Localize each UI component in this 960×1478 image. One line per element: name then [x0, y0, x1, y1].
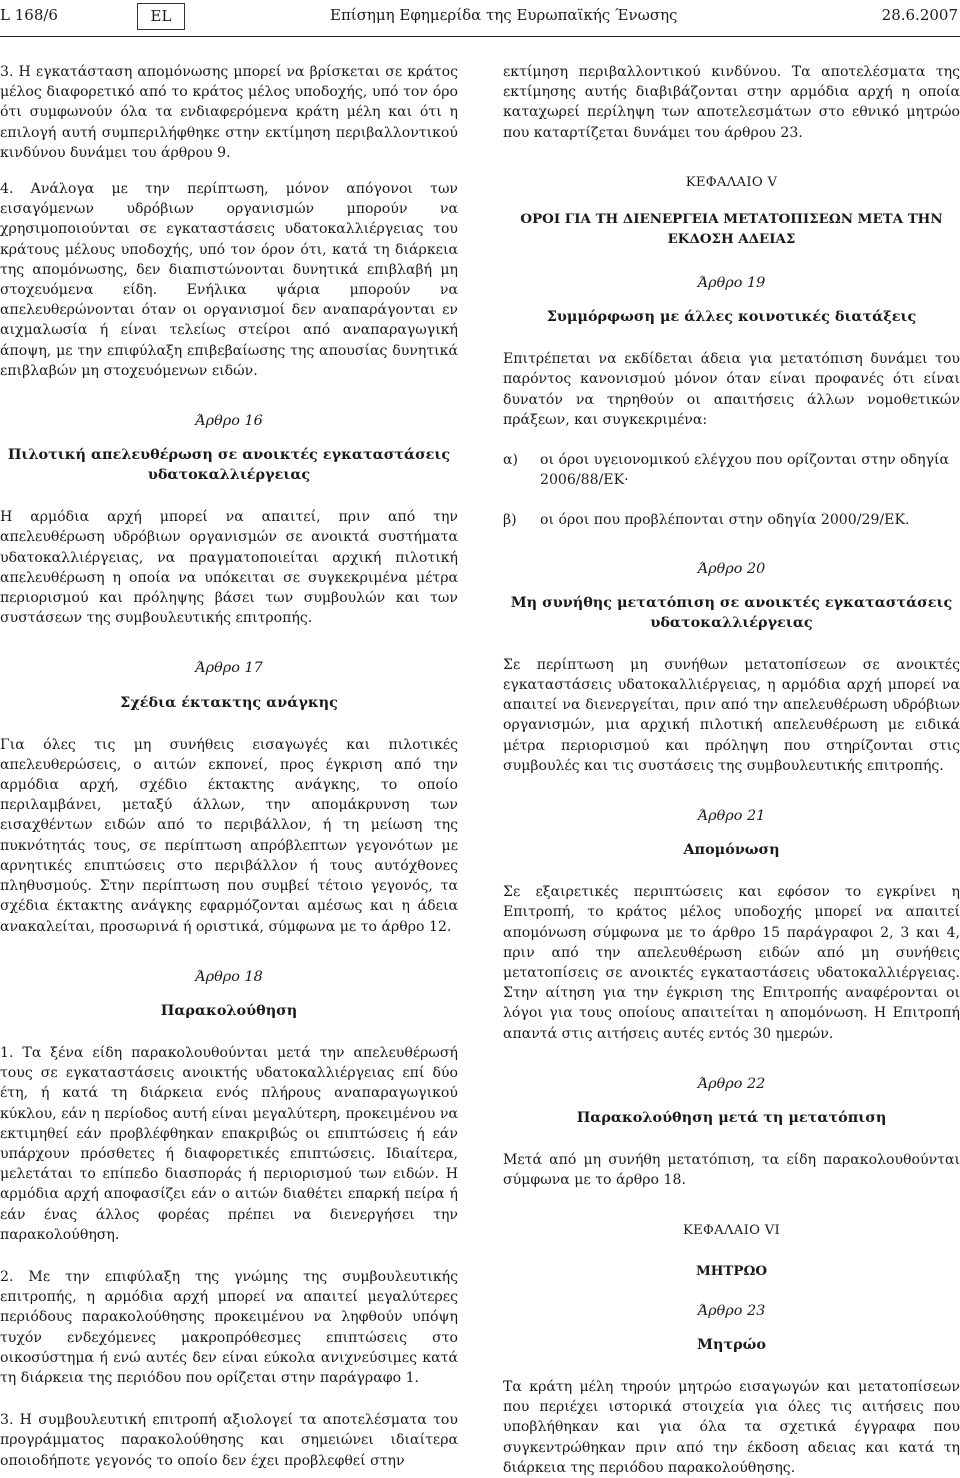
article-23-text: Τα κράτη μέλη τηρούν μητρώο εισαγωγών και μετατοπίσεων που περιέχει ιστορικά στοιχεία για όλες τις αιτήσεις που υποβλήθηκαν και για όλα τα σχετικά έγγραφα που συγκεντρώθηκαν πριν από την έκδοση αδειας και κατά τη διάρκεια της περιόδου παρακολούθησης. — [503, 1378, 960, 1476]
article-21-title: Απομόνωση — [683, 841, 780, 859]
article-18-paragraph-1: 1. Τα ξένα είδη παρακολουθούνται μετά την απελευθέρωσή τους σε εγκαταστάσεις ανοικτής υδατοκαλλιέργειας επί δύο έτη, ή κατά τη διάρκεια ενός πλήρους αναπαραγωγικού κύκλου, εάν η περίοδος αυτή είναι μεγαλύτερη, προκειμένου να εκτιμηθεί εάν προβλέφθηκαν επακριβώς οι επιπτώσεις ή εάν υπάρχουν πρόσθετες ή διαφορετικές επιπτώσεις. Ιδιαίτερα, μελετάται το επίπεδο διασποράς ή περιορισμού των ειδών. Η αρμόδια αρχή αποφασίζει εάν ο αιτών διαθέτει επαρκή πείρα ή εάν ένας άλλος φορέας πρέπει να διενεργήσει την παρακολούθηση. — [0, 1044, 458, 1243]
article-19-text: Επιτρέπεται να εκδίδεται άδεια για μετατόπιση δυνάμει του παρόντος κανονισμού μόνον όταν είναι προφανές ότι είναι δυνατόν να τηρηθούν οι απαιτήσεις άλλων νομοθετικών πράξεων, και συγκεκριμένα: — [503, 351, 960, 428]
journal-title: Επίσημη Εφημερίδα της Ευρωπαϊκής Ένωσης — [330, 6, 678, 24]
item-text: οι όροι που προβλέπονται στην οδηγία 2000/29/ΕΚ. — [540, 512, 910, 529]
article-22-number: Άρθρο 22 — [697, 1075, 766, 1092]
article-18-number: Άρθρο 18 — [195, 968, 263, 985]
article-22-text: Μετά από μη συνήθη μετατόπιση, τα είδη παρακολουθούνται σύμφωνα με το άρθρο 18. — [503, 1152, 960, 1189]
article-20-title: Μη συνήθης μετατόπιση σε ανοικτές εγκαταστάσεις υδατοκαλλιέργειας — [510, 593, 953, 631]
paragraph-15-3: 3. Η εγκατάσταση απομόνωσης μπορεί να βρίσκεται σε κράτος μέλος διαφορετικό από το κράτος μέλος υποδοχής, υπό τον όρο ότι συμφωνούν όλα τα ενδιαφερόμενα κράτη μέλη και ότι η επιλογή αυτή συμπεριλήφθηκε στην εκτίμηση περιβαλλοντικού κινδύνου δυνάμει του άρθρου 9. — [0, 64, 458, 161]
article-17-number: Άρθρο 17 — [195, 660, 263, 677]
language-badge: EL — [137, 3, 185, 30]
article-18-paragraph-2: 2. Με την επιφύλαξη της γνώμης της συμβουλευτικής επιτροπής, η αρμόδια αρχή μπορεί να απαιτεί μεγαλύτερες περιόδους παρακολούθησης προκειμένου να ληφθούν υπόψη τυχόν ενδεχόμενες μακροπρόθεσμες επιπτώσεις στο οικοσύστημα ή ενώ αυτές δεν είναι εύκολα ανιχνεύσιμες κατά τη διάρκεια της περιόδου που ορίζεται στην παράγραφο 1. — [0, 1268, 458, 1386]
paragraph-15-4: 4. Ανάλογα με την περίπτωση, μόνον απόγονοι των εισαγόμενων υδρόβιων οργανισμών μπορούν να χρησιμοποιούνται σε εγκαταστάσεις υδατοκαλλιέργειας του κράτους μέλους υποδοχής, υπό τον όρον ότι, κατά τη διάρκεια της απομόνωσης, δεν διαπιστώνονται δυνητικά επιβλαβή μη στοχευόμενα είδη. Ενήλικα ψάρια μπορούν να απελευθερώνονται όταν οι οργανισμοί δεν αναπαράγονται εν αιχμαλωσία ή είναι τελείως στείροι από αναπαραγωγική άποψη, με την επιφύλαξη επιβεβαίωσης της απουσίας δυνητικά επιβλαβών μη στοχευόμενων ειδών. — [0, 181, 458, 379]
article-19-item-b — [503, 510, 960, 530]
chapter-6-title: ΜΗΤΡΩΟ — [695, 1262, 768, 1279]
article-21-number: Άρθρο 21 — [697, 808, 766, 825]
article-23-title: Μητρώο — [697, 1335, 766, 1353]
article-19-item-a — [503, 450, 960, 490]
chapter-5-title: ΟΡΟΙ ΓΙΑ ΤΗ ΔΙΕΝΕΡΓΕΙΑ ΜΕΤΑΤΟΠΙΣΕΩΝ ΜΕΤΑ ΤΗΝ ΕΚΔΟΣΗ ΑΔΕΙΑΣ — [520, 211, 943, 248]
article-16-text: Η αρμόδια αρχή μπορεί να απαιτεί, πριν από την απελευθέρωση υδρόβιων οργανισμών σε ανοικτά συστήματα υδατοκαλλιέργειας, να πραγματοποιείται αρχική πιλοτική απελευθέρωση η οποία να υπόκειται σε συγκεκριμένα μέτρα περιορισμού και πρόληψης βάσει των συμβουλών και των συστάσεων της συμβουλευτικής επιτροπής. — [0, 509, 458, 627]
article-17-text: Για όλες τις μη συνήθεις εισαγωγές και πιλοτικές απελευθερώσεις, ο αιτών εκπονεί, προς έγκριση από την αρμόδια αρχή, σχέδιο έκτακτης ανάγκης, το οποίο περιλαμβάνει, μεταξύ άλλων, την απομάκρυνση των εισαχθέντων ειδών από το περιβάλλον, ή τη μείωση της πυκνότητάς τους, σε περίπτωση απρόβλεπτων γεγονότων με αρνητικές επιπτώσεις στο περιβάλλον ή τους αυτόχθονες πληθυσμούς. Στην περίπτωση που συμβεί τέτοιο γεγονός, τα σχέδια έκτακτης ανάγκης εφαρμόζονται αμέσως και η άδεια ανακαλείται, προσωρινά ή οριστικά, σύμφωνα με το άρθρο 12. — [0, 736, 458, 935]
page-header — [0, 0, 960, 42]
article-16-number: Άρθρο 16 — [195, 413, 263, 430]
article-19-number: Άρθρο 19 — [697, 275, 766, 292]
article-17-title: Σχέδια έκτακτης ανάγκης — [120, 693, 338, 711]
chapter-5-heading: ΚΕΦΑΛΑΙΟ V — [685, 174, 778, 190]
article-21-text: Σε εξαιρετικές περιπτώσεις και εφόσον το εγκρίνει η Επιτροπή, το κράτος μέλος υποδοχής μπορεί να απαιτεί απομόνωση σύμφωνα με το άρθρο 15 παράγραφοι 2, 3 και 4, πριν από την απελευθέρωση ειδών από μη συνήθεις μετατοπίσεις σε ανοικτές εγκαταστάσεις υδατοκαλλιέργειας. Στην αίτηση για την έγκριση της Επιτροπής αναφέρονται οι λόγοι για τους οποίους απαιτείται η απομόνωση. Η Επιτροπή απαντά στις αιτήσεις αυτές εντός 30 ημερών. — [503, 884, 960, 1042]
item-text: οι όροι υγειονομικού ελέγχου που ορίζονται στην οδηγία 2006/88/ΕΚ· — [540, 452, 950, 489]
article-20-text: Σε περίπτωση μη συνήθων μετατοπίσεων σε ανοικτές εγκαταστάσεις υδατοκαλλιέργειας, η αρμόδια αρχή μπορεί να απαιτεί να διενεργείται, πριν από την απελευθέρωση υδρόβιων οργανισμών, μια αρχική πιλοτική απελευθέρωση με ειδικά μέτρα περιορισμού και πρόληψη που στηρίζονται στις συμβουλές και τις συστάσεις της συμβουλευτικής επιτροπής. — [503, 656, 960, 774]
chapter-6-heading: ΚΕΦΑΛΑΙΟ VI — [682, 1222, 781, 1238]
article-23-number: Άρθρο 23 — [697, 1302, 766, 1319]
article-18-title: Παρακολούθηση — [160, 1001, 298, 1019]
continued-paragraph: εκτίμηση περιβαλλοντικού κινδύνου. Τα αποτελέσματα της εκτίμησης αυτής διαβιβάζονται στην αρμόδια αρχή η οποία καταχωρεί περίληψη των αποτελεσμάτων στο εθνικό μητρώο που καταρτίζεται δυνάμει του άρθρου 23. — [503, 64, 960, 141]
item-label: α) — [503, 452, 519, 469]
header-rule — [0, 36, 960, 37]
left-column — [0, 62, 458, 1471]
article-18-paragraph-3: 3. Η συμβουλευτική επιτροπή αξιολογεί τα αποτελέσματα του προγράμματος παρακολούθησης και σημειώνει ιδιαίτερα οποιοδήποτε γεγονός το οποίο δεν έχει προβλεφθεί στην — [0, 1412, 458, 1469]
article-16-title: Πιλοτική απελευθέρωση σε ανοικτές εγκαταστάσεις υδατοκαλλιέργειας — [7, 446, 451, 484]
issue-date: 28.6.2007 — [881, 6, 958, 24]
item-label: β) — [503, 512, 517, 529]
right-column — [503, 62, 960, 1478]
article-22-title: Παρακολούθηση μετά τη μετατόπιση — [576, 1109, 887, 1127]
article-19-title: Συμμόρφωση με άλλες κοινοτικές διατάξεις — [546, 308, 917, 326]
article-20-number: Άρθρο 20 — [697, 560, 766, 577]
page-number: L 168/6 — [0, 6, 58, 24]
